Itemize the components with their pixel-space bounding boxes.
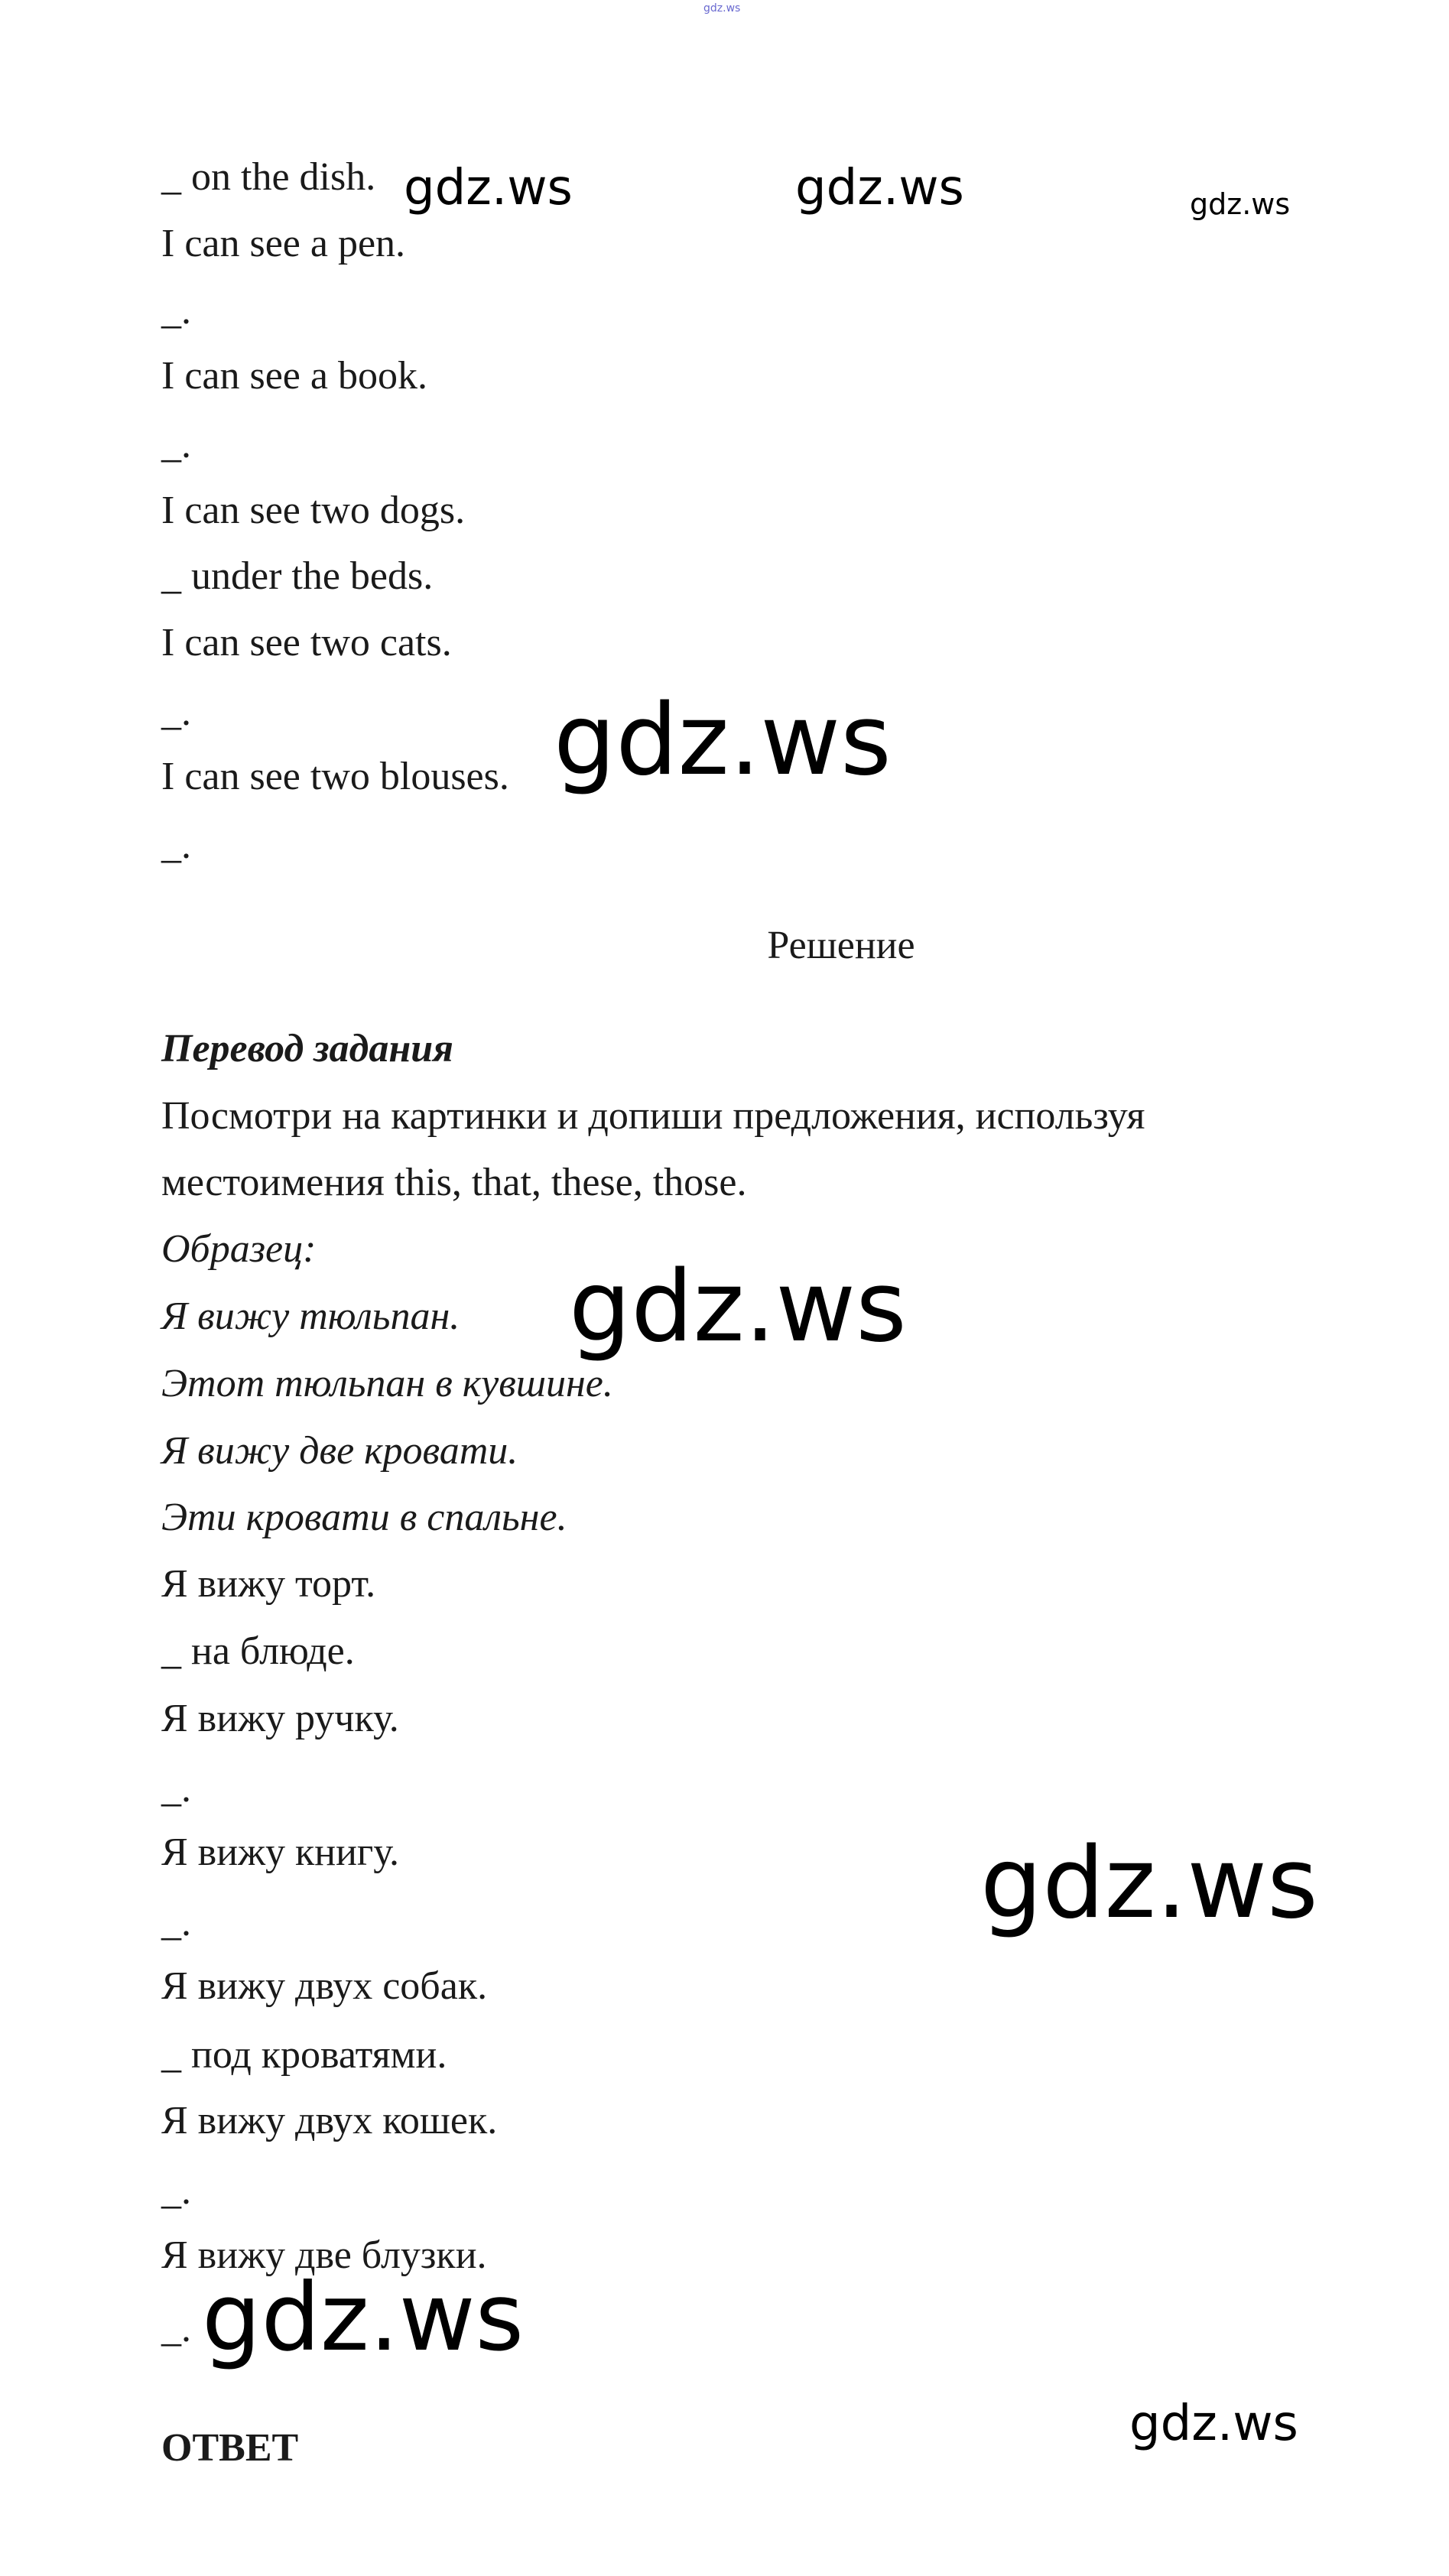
exercise-line: _. bbox=[161, 690, 191, 734]
example-line: Я вижу тюльпан. bbox=[161, 1294, 460, 1338]
watermark: gdz.ws bbox=[404, 160, 573, 216]
exercise-line: I can see two blouses. bbox=[161, 755, 509, 798]
task-line: местоимения this, that, these, those. bbox=[161, 1161, 747, 1204]
solution-heading: Решение bbox=[767, 924, 915, 967]
watermark: gdz.ws bbox=[1190, 187, 1291, 221]
watermark: gdz.ws bbox=[569, 1250, 907, 1364]
translation-line: Я вижу торт. bbox=[161, 1562, 376, 1606]
exercise-line: _ on the dish. bbox=[161, 155, 376, 199]
answer-heading: ОТВЕТ bbox=[161, 2426, 299, 2470]
exercise-line: _ under the beds. bbox=[161, 554, 434, 598]
exercise-line: I can see a book. bbox=[161, 354, 427, 398]
watermark: gdz.ws bbox=[202, 2263, 525, 2372]
example-line: Образец: bbox=[161, 1227, 317, 1271]
translation-line: Я вижу двух кошек. bbox=[161, 2099, 498, 2142]
translation-line: Я вижу ручку. bbox=[161, 1697, 399, 1740]
exercise-line: I can see two dogs. bbox=[161, 489, 466, 532]
translation-line: Я вижу книгу. bbox=[161, 1830, 400, 1874]
translation-line: Я вижу две блузки. bbox=[161, 2233, 487, 2277]
exercise-line: _. bbox=[161, 289, 191, 333]
translation-line: _. bbox=[161, 2169, 191, 2213]
exercise-line: I can see a pen. bbox=[161, 222, 406, 265]
translation-line: _. bbox=[161, 2307, 191, 2350]
watermark: gdz.ws bbox=[980, 1827, 1318, 1941]
exercise-line: _. bbox=[161, 423, 191, 466]
task-line: Посмотри на картинки и допиши предложения, используя bbox=[161, 1094, 1145, 1138]
translation-line: _. bbox=[161, 1901, 191, 1944]
example-line: Эти кровати в спальне. bbox=[161, 1496, 567, 1539]
exercise-line: _. bbox=[161, 823, 191, 867]
watermark: gdz.ws bbox=[1129, 2396, 1298, 2452]
exercise-line: I can see two cats. bbox=[161, 621, 452, 664]
translation-line: _. bbox=[161, 1767, 191, 1811]
watermark-top-tiny: gdz.ws bbox=[703, 2, 741, 15]
watermark: gdz.ws bbox=[554, 684, 892, 797]
watermark: gdz.ws bbox=[795, 160, 964, 216]
translation-line: Я вижу двух собак. bbox=[161, 1964, 488, 2008]
translation-heading: Перевод задания bbox=[161, 1027, 453, 1070]
translation-line: _ под кроватями. bbox=[161, 2033, 447, 2077]
translation-line: _ на блюде. bbox=[161, 1629, 355, 1673]
example-line: Я вижу две кровати. bbox=[161, 1429, 518, 1473]
example-line: Этот тюльпан в кувшине. bbox=[161, 1362, 613, 1405]
